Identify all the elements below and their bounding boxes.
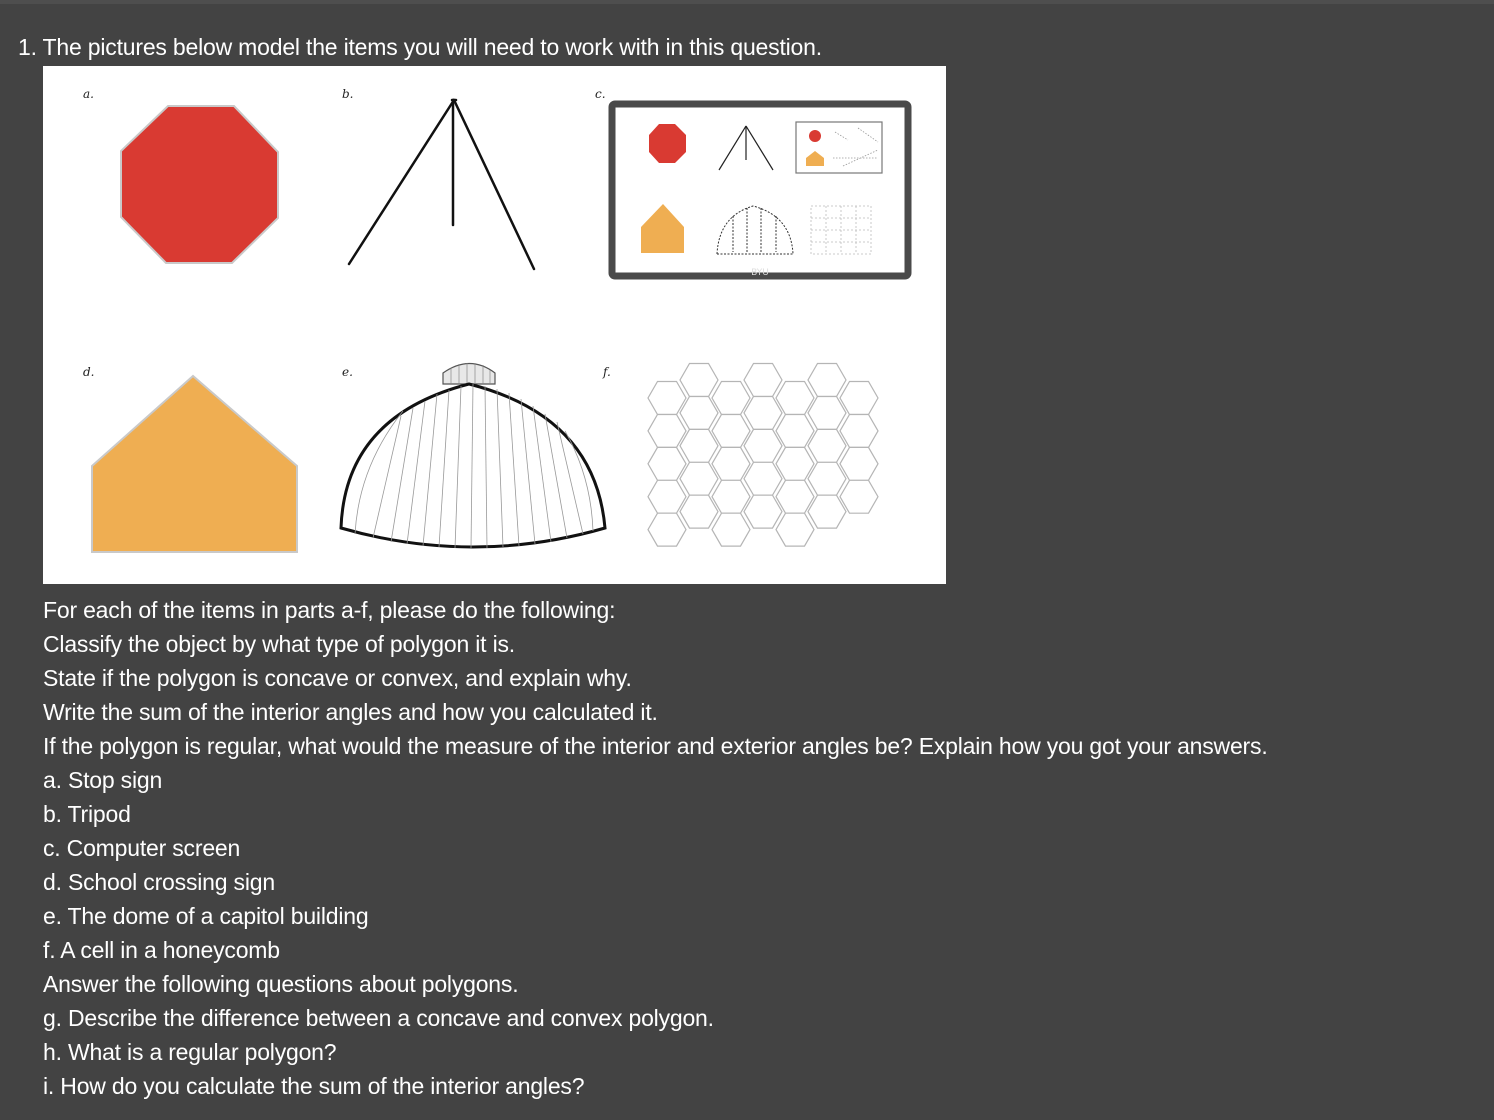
item-c: c. Computer screen: [43, 835, 241, 861]
item-d: d. School crossing sign: [43, 869, 275, 895]
panel-label-c: c.: [595, 87, 606, 101]
stop-sign-octagon: [121, 106, 278, 263]
honeycomb-cell: [744, 397, 782, 430]
honeycomb-cell: [648, 382, 686, 415]
instruction-line: Classify the object by what type of polygon it is.: [43, 631, 515, 657]
honeycomb-cell: [840, 415, 878, 448]
honeycomb-cell: [712, 480, 750, 513]
item-e: e. The dome of a capitol building: [43, 903, 369, 929]
instruction-line: State if the polygon is concave or convex, and explain why.: [43, 665, 632, 691]
item-b: b. Tripod: [43, 801, 131, 827]
honeycomb-cell: [712, 447, 750, 480]
honeycomb-cell: [680, 495, 718, 528]
honeycomb-cell: [680, 429, 718, 462]
honeycomb-cell: [808, 429, 846, 462]
honeycomb-cell: [744, 495, 782, 528]
item-f: f. A cell in a honeycomb: [43, 937, 280, 963]
honeycomb-cell: [680, 364, 718, 397]
school-crossing-sign-pentagon: [92, 376, 297, 552]
polygon-figure: [43, 66, 946, 584]
honeycomb-cell: [744, 429, 782, 462]
instruction-line: If the polygon is regular, what would the measure of the interior and exterior angles be? Explain how you got your answers.: [43, 733, 1268, 759]
panel-label-a: a.: [83, 87, 94, 101]
screen-brand-label: BYU: [751, 268, 769, 278]
honeycomb-cell: [808, 462, 846, 495]
honeycomb-cell: [808, 495, 846, 528]
top-border: [0, 0, 1494, 4]
honeycomb-cell: [648, 513, 686, 546]
question-title: 1. The pictures below model the items you will need to work with in this question.: [18, 34, 822, 60]
honeycomb-cell: [840, 480, 878, 513]
honeycomb-cell: [776, 382, 814, 415]
honeycomb-cell: [808, 397, 846, 430]
panel-label-f: f.: [603, 365, 611, 379]
panel-label-e: e.: [342, 365, 353, 379]
honeycomb-cell: [648, 447, 686, 480]
panel-label-b: b.: [342, 87, 354, 101]
followup-heading: Answer the following questions about polygons.: [43, 971, 519, 997]
honeycomb-cell: [776, 415, 814, 448]
honeycomb-cell: [744, 462, 782, 495]
tripod-icon: [349, 100, 534, 269]
computer-screen-icon: [612, 104, 908, 278]
honeycomb-cell: [776, 513, 814, 546]
honeycomb-cell: [712, 382, 750, 415]
honeycomb-cell: [680, 397, 718, 430]
question-g: g. Describe the difference between a concave and convex polygon.: [43, 1005, 714, 1031]
question-i: i. How do you calculate the sum of the interior angles?: [43, 1073, 585, 1099]
panel-label-d: d.: [83, 365, 95, 379]
honeycomb-cell: [712, 513, 750, 546]
honeycomb-cell: [776, 447, 814, 480]
honeycomb-cell: [648, 480, 686, 513]
capitol-dome-icon: [341, 363, 605, 548]
honeycomb-cell: [648, 415, 686, 448]
instruction-line: Write the sum of the interior angles and how you calculated it.: [43, 699, 658, 725]
instruction-line: For each of the items in parts a-f, please do the following:: [43, 597, 616, 623]
honeycomb-cell: [776, 480, 814, 513]
question-h: h. What is a regular polygon?: [43, 1039, 337, 1065]
honeycomb-cell: [680, 462, 718, 495]
honeycomb-cell: [712, 415, 750, 448]
honeycomb-cell: [840, 382, 878, 415]
honeycomb-cell: [744, 364, 782, 397]
honeycomb-cell: [840, 447, 878, 480]
question-body: [43, 593, 1443, 1103]
item-a: a. Stop sign: [43, 767, 163, 793]
honeycomb-cell: [808, 364, 846, 397]
honeycomb-grid: [648, 364, 878, 547]
